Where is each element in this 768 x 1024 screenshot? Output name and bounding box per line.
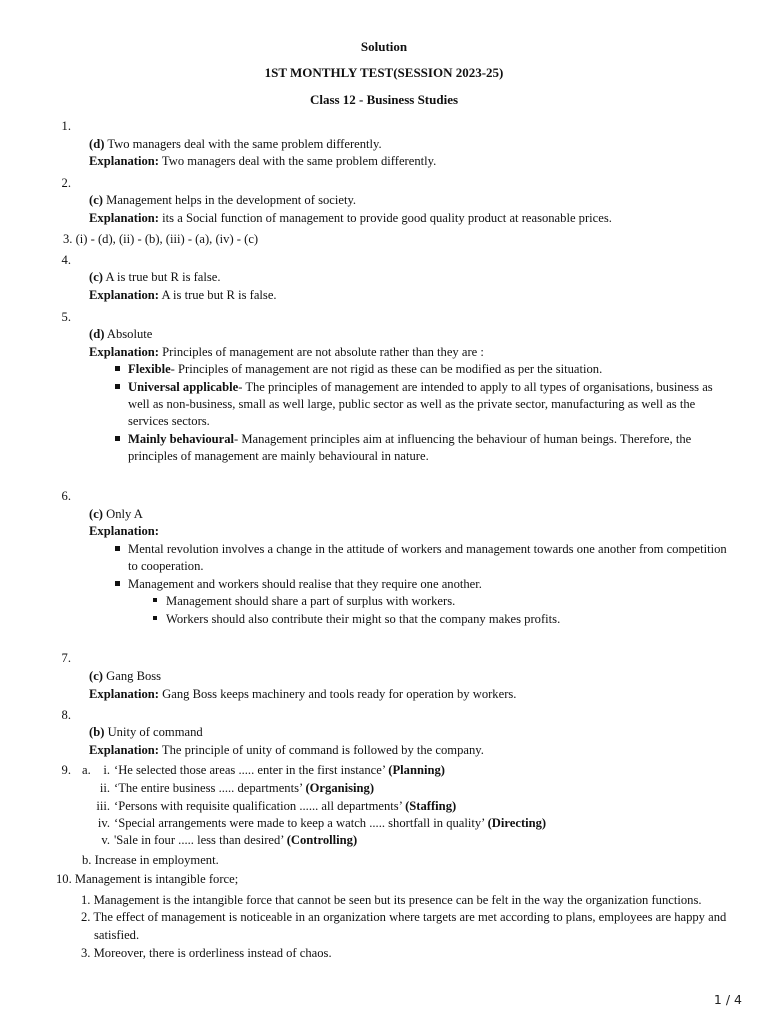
list-item-term: Mainly behavioural	[128, 432, 235, 446]
match-item-answer: (Organising)	[305, 781, 375, 795]
match-item	[114, 780, 374, 797]
match-item-text: ‘He selected those areas ..... enter in the first instance’	[114, 763, 386, 777]
explanation-line	[89, 210, 612, 227]
numbered-point: 2. The effect of management is noticeable in an organization where targets are met according to plans, employees are happy and	[81, 910, 727, 924]
sub-list-item: Workers should also contribute their might so that the company makes profits.	[166, 612, 561, 626]
answer-line	[89, 326, 152, 343]
list-item	[128, 379, 713, 396]
list-item-continued: services sectors.	[128, 414, 210, 428]
sub-list-item: Management should share a part of surplus with workers.	[166, 594, 456, 608]
question-number: 5.	[61, 310, 71, 324]
numbered-point: 3. Moreover, there is orderliness instead of chaos.	[81, 946, 332, 960]
question-number: 2.	[61, 176, 71, 190]
explanation-text: The principle of unity of command is followed by the company.	[161, 743, 484, 757]
answer-option: (c)	[89, 507, 103, 521]
match-item	[114, 815, 546, 832]
bullet-icon	[115, 436, 120, 441]
bullet-icon	[115, 366, 120, 371]
match-item-text: 'Sale in four ..... less than desired’	[114, 833, 284, 847]
bullet-icon	[115, 546, 120, 551]
bullet-icon	[115, 384, 120, 389]
match-item-answer: (Directing)	[487, 816, 547, 830]
answer-text: Gang Boss	[106, 669, 162, 683]
explanation-text: Gang Boss keeps machinery and tools ready for operation by workers.	[162, 687, 517, 701]
bullet-icon	[115, 581, 120, 586]
explanation-label: Explanation:	[89, 687, 159, 701]
numbered-point: 1. Management is the intangible force that cannot be seen but its presence can be felt in the way the organization functions.	[81, 893, 702, 907]
roman-numeral: iii.	[96, 799, 110, 813]
match-item	[114, 762, 445, 779]
question-number: 8.	[61, 708, 71, 722]
match-item-text: ‘Persons with requisite qualification ...... all departments’	[114, 799, 402, 813]
sub-question-label: a.	[82, 763, 91, 777]
explanation-line	[89, 344, 484, 361]
list-item	[128, 361, 602, 378]
roman-numeral: ii.	[99, 781, 110, 795]
answer-option: (d)	[89, 327, 105, 341]
list-item-text: - Principles of management are not rigid as these can be modified as per the situation.	[170, 362, 603, 376]
answer-text: Two managers deal with the same problem differently.	[107, 137, 382, 151]
answer-line	[89, 724, 203, 741]
answer-line	[89, 506, 143, 523]
explanation-line	[89, 742, 484, 759]
list-item: Mental revolution involves a change in the attitude of workers and management towards one another from competition	[128, 542, 727, 556]
match-item	[114, 798, 456, 815]
answer-line	[89, 136, 382, 153]
explanation-text: A is true but R is false.	[161, 288, 277, 302]
explanation-label: Explanation:	[89, 211, 159, 225]
question-10-heading: 10. Management is intangible force;	[56, 872, 239, 886]
match-item-answer: (Planning)	[388, 763, 445, 777]
roman-numeral: i.	[103, 763, 110, 777]
explanation-label: Explanation:	[89, 345, 159, 359]
match-item-text: ‘Special arrangements were made to keep a watch ..... shortfall in quality’	[114, 816, 485, 830]
answer-text: A is true but R is false.	[105, 270, 221, 284]
explanation-text: Two managers deal with the same problem differently.	[161, 154, 437, 168]
explanation-label: Explanation:	[89, 743, 159, 757]
sub-bullet-icon	[153, 616, 157, 620]
test-title: 1ST MONTHLY TEST(SESSION 2023-25)	[264, 65, 504, 80]
question-number: 6.	[61, 489, 71, 503]
match-item-answer: (Staffing)	[405, 799, 457, 813]
answer-text: Absolute	[106, 327, 153, 341]
explanation-line	[89, 686, 516, 703]
explanation-line	[89, 523, 159, 540]
explanation-line	[89, 153, 436, 170]
match-item-answer: (Controlling)	[286, 833, 358, 847]
match-item-text: ‘The entire business ..... departments’	[114, 781, 303, 795]
roman-numeral: iv.	[97, 816, 110, 830]
answer-text: Only A	[106, 507, 143, 521]
list-item-term: Flexible	[128, 362, 171, 376]
doc-title: Solution	[360, 39, 408, 54]
list-item-continued: well as non-business, small as well large, public sector as well as the private sector, manufacturing as well as the	[128, 397, 696, 411]
explanation-label: Explanation:	[89, 524, 159, 538]
explanation-text: its a Social function of management to provide good quality product at reasonable prices.	[162, 211, 612, 225]
answer-option: (c)	[89, 193, 103, 207]
answer-option: (c)	[89, 669, 103, 683]
class-subject: Class 12 - Business Studies	[309, 92, 459, 107]
sub-question-b: b. Increase in employment.	[82, 853, 219, 867]
question-3-answer: 3. (i) - (d), (ii) - (b), (iii) - (a), (iv) - (c)	[63, 232, 259, 246]
list-item	[128, 431, 691, 448]
answer-line	[89, 668, 161, 685]
question-number: 4.	[61, 253, 71, 267]
list-item-text: - Management principles aim at influencing the behaviour of human beings. Therefore, the	[234, 432, 692, 446]
explanation-label: Explanation:	[89, 288, 159, 302]
list-item-continued: to cooperation.	[128, 559, 204, 573]
list-item: Management and workers should realise that they require one another.	[128, 577, 482, 591]
answer-option: (d)	[89, 137, 105, 151]
answer-text: Management helps in the development of society.	[106, 193, 357, 207]
list-item-continued: principles of management are mainly behavioural in nature.	[128, 449, 429, 463]
list-item-term: Universal applicable	[128, 380, 239, 394]
question-number: 1.	[61, 119, 71, 133]
explanation-label: Explanation:	[89, 154, 159, 168]
numbered-point-continued: satisfied.	[94, 928, 140, 942]
list-item-text: - The principles of management are intended to apply to all types of organisations, business as	[238, 380, 713, 394]
explanation-line	[89, 287, 277, 304]
page-number: 1 / 4	[713, 992, 742, 1007]
explanation-text: Principles of management are not absolute rather than they are :	[162, 345, 484, 359]
answer-text: Unity of command	[107, 725, 203, 739]
sub-bullet-icon	[153, 598, 157, 602]
question-number: 7.	[61, 651, 71, 665]
answer-option: (b)	[89, 725, 105, 739]
answer-line	[89, 192, 356, 209]
match-item	[114, 832, 357, 849]
roman-numeral: v.	[101, 833, 110, 847]
answer-line	[89, 269, 221, 286]
answer-option: (c)	[89, 270, 103, 284]
question-number: 9.	[61, 763, 71, 777]
